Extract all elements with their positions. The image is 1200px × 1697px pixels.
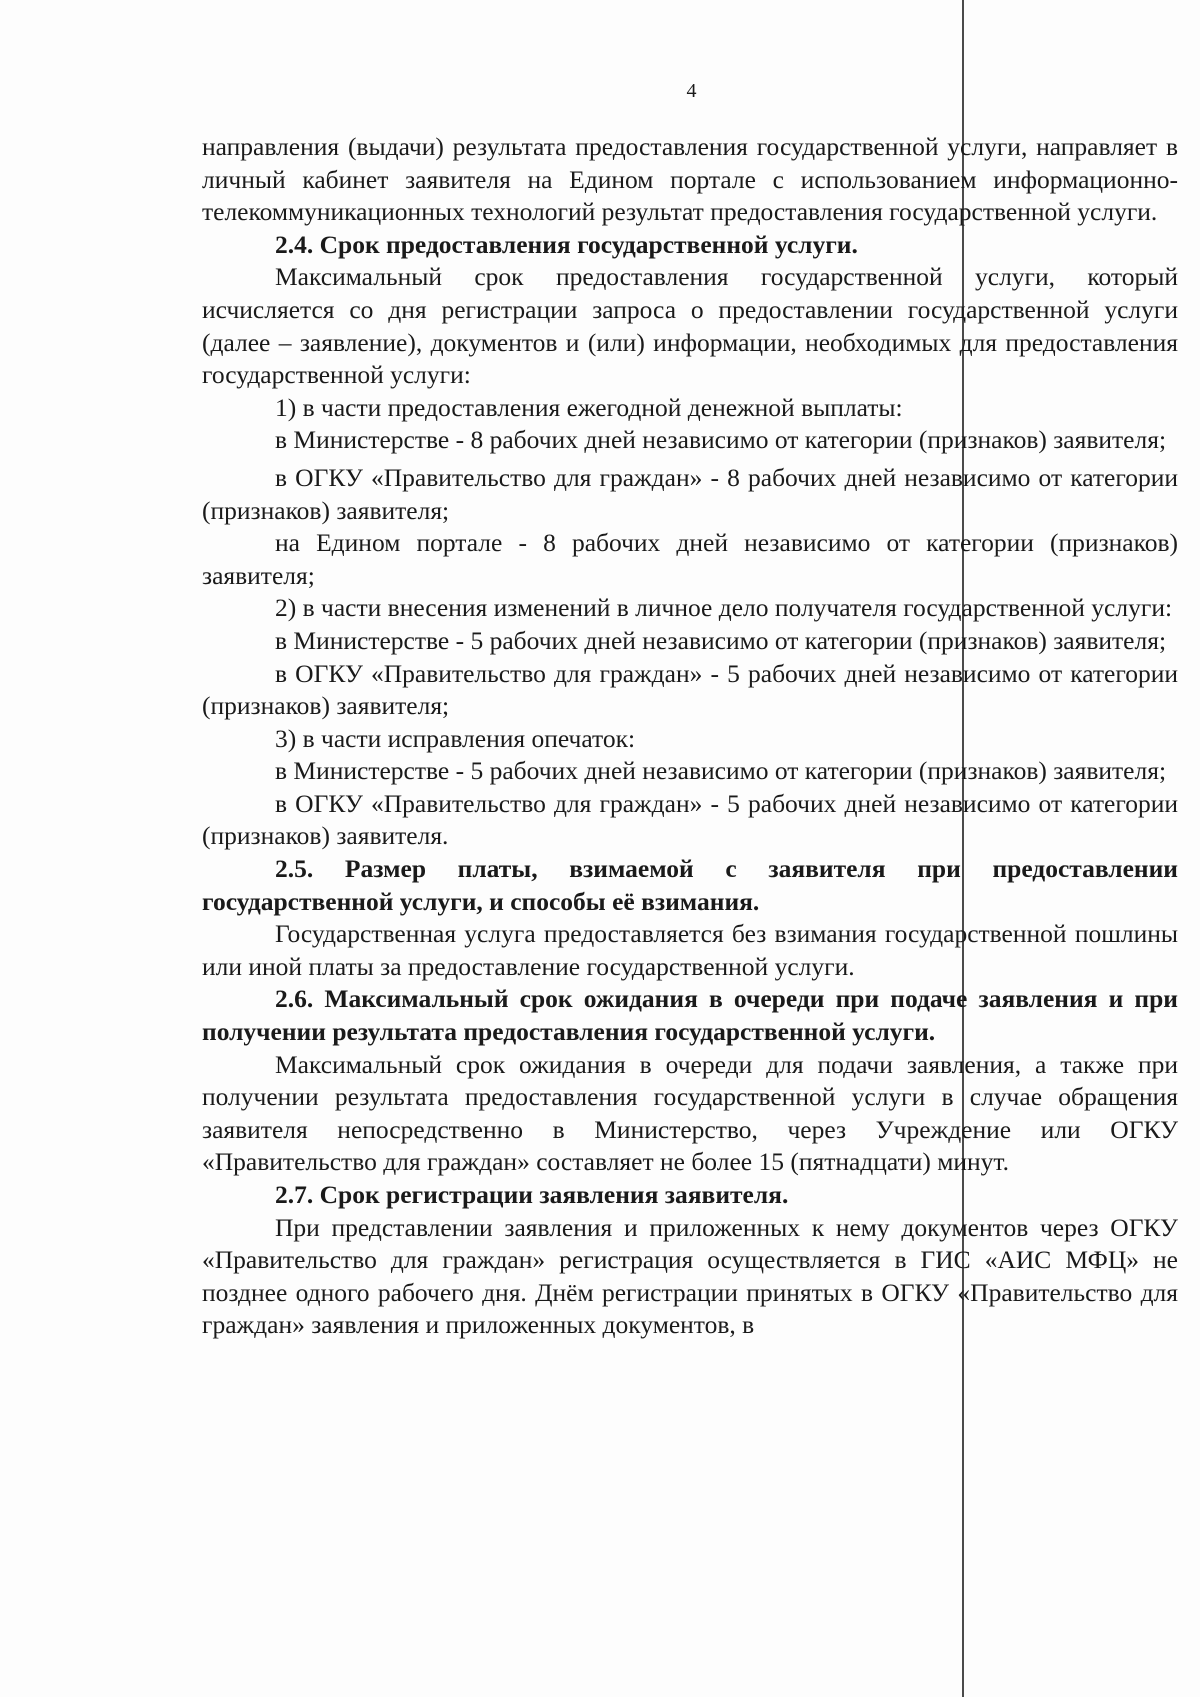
document-body — [202, 131, 1178, 1342]
paragraph: При представлении заявления и приложенных к нему документов через ОГКУ «Правительство для граждан» регистрация осуществляется в ГИС «АИС МФЦ» не позднее одного рабочего дня. Днём регистрации принятых в ОГКУ «Правительство для граждан» заявления и приложенных документов, в — [202, 1212, 1178, 1340]
paragraph: в Министерстве - 5 рабочих дней независимо от категории (признаков) заявителя; — [275, 625, 1167, 655]
list-item: 3) в части исправления опечаток: — [275, 723, 636, 753]
section-heading: 2.6. Максимальный срок ожидания в очереди при подаче заявления и при получении результата предоставления государственной услуги. — [202, 984, 1178, 1047]
paragraph: в ОГКУ «Правительство для граждан» - 5 рабочих дней независимо от категории (признаков) заявителя; — [202, 658, 1178, 721]
paragraph: Максимальный срок предоставления государственной услуги, который исчисляется со дня регистрации запроса о предоставлении государственной услуги (далее – заявление), документов и (или) информации, необходимых для предоставления государственной услуги: — [202, 262, 1178, 390]
paragraph: на Едином портале - 8 рабочих дней независимо от категории (признаков) заявителя; — [202, 528, 1178, 590]
paragraph: Государственная услуга предоставляется без взимания государственной пошлины или иной платы за предоставление государственной услуги. — [202, 919, 1178, 981]
paragraph: в ОГКУ «Правительство для граждан» - 5 рабочих дней независимо от категории (признаков) заявителя. — [202, 788, 1178, 851]
list-item: 1) в части предоставления ежегодной денежной выплаты: — [275, 392, 903, 422]
page-number: 4 — [686, 80, 697, 102]
list-item: 2) в части внесения изменений в личное дело получателя государственной услуги: — [275, 593, 1173, 623]
paragraph: в Министерстве - 8 рабочих дней независимо от категории (признаков) заявителя; — [275, 425, 1167, 455]
section-heading: 2.5. Размер платы, взимаемой с заявителя при предоставлении государственной услуги, и способы её взимания. — [202, 854, 1178, 916]
paragraph: направления (выдачи) результата предоставления государственной услуги, направляет в личный кабинет заявителя на Едином портале с использованием информационно-телекоммуникационных технологий результат предоставления государственной услуги. — [202, 132, 1178, 227]
paragraph: Максимальный срок ожидания в очереди для подачи заявления, а также при получении результата предоставления государственной услуги в случае обращения заявителя непосредственно в Министерство, через Учреждение или ОГКУ «Правительство для граждан» составляет не более 15 (пятнадцати) минут. — [202, 1049, 1178, 1177]
paragraph: в ОГКУ «Правительство для граждан» - 8 рабочих дней независимо от категории (признаков) заявителя; — [202, 462, 1178, 525]
paragraph: в Министерстве - 5 рабочих дней независимо от категории (признаков) заявителя; — [275, 756, 1167, 786]
section-heading: 2.4. Срок предоставления государственной услуги. — [275, 229, 858, 259]
section-heading: 2.7. Срок регистрации заявления заявителя. — [275, 1180, 789, 1209]
